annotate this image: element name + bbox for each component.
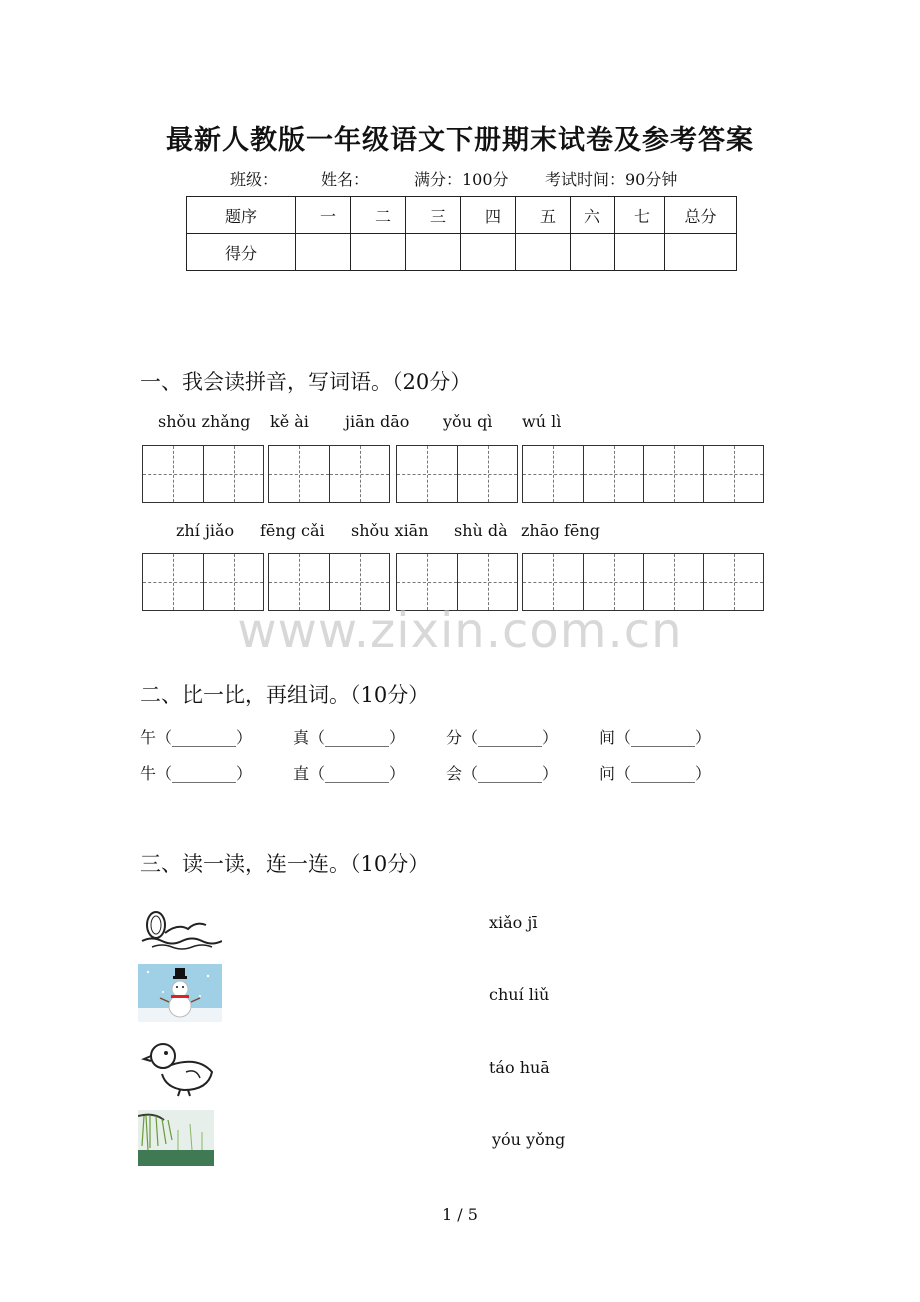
writing-cell[interactable]	[643, 446, 703, 502]
page-number: 1 / 5	[442, 1205, 478, 1224]
swimmer-drawing	[138, 898, 222, 958]
writing-cell[interactable]	[269, 554, 329, 610]
writing-cell[interactable]	[583, 554, 643, 610]
snowman-photo	[138, 964, 222, 1022]
writing-cell[interactable]	[329, 554, 389, 610]
pinyin-label: shǒu xiān	[351, 521, 429, 540]
word-item[interactable]: 真（________）	[293, 728, 406, 747]
willow-photo	[138, 1110, 214, 1166]
writing-grid[interactable]	[142, 445, 264, 503]
watermark: www.zixin.com.cn	[237, 603, 683, 659]
pinyin-label: fēng cǎi	[260, 521, 325, 540]
word-item[interactable]: 会（________）	[446, 764, 559, 783]
section3-heading: 三、读一读，连一连。（10分）	[140, 852, 430, 876]
score-cell[interactable]	[665, 234, 737, 271]
pinyin-label: kě ài	[270, 412, 309, 431]
pinyin-label: wú lì	[522, 412, 562, 431]
writing-cell[interactable]	[703, 446, 763, 502]
writing-grid[interactable]	[522, 445, 764, 503]
writing-cell[interactable]	[643, 554, 703, 610]
pinyin-answer[interactable]: chuí liǔ	[489, 985, 550, 1004]
writing-grid[interactable]	[268, 445, 390, 503]
writing-cell[interactable]	[397, 446, 457, 502]
score-cell[interactable]	[296, 234, 351, 271]
row-label: 得分	[187, 234, 296, 271]
writing-grid[interactable]	[396, 445, 518, 503]
header-cell: 七	[615, 197, 665, 234]
header-cell: 一	[296, 197, 351, 234]
word-item[interactable]: 间（________）	[599, 728, 712, 747]
word-item[interactable]: 分（________）	[446, 728, 559, 747]
chick-drawing	[138, 1038, 222, 1098]
pinyin-label: jiān dāo	[345, 412, 410, 431]
writing-cell[interactable]	[143, 554, 203, 610]
writing-cell[interactable]	[203, 446, 263, 502]
header-cell: 五	[516, 197, 571, 234]
header-cell: 四	[461, 197, 516, 234]
header-cell: 六	[571, 197, 615, 234]
section1-heading: 一、我会读拼音，写词语。（20分）	[140, 370, 472, 394]
pinyin-label: zhí jiǎo	[176, 521, 235, 540]
writing-cell[interactable]	[703, 554, 763, 610]
score-cell[interactable]	[571, 234, 615, 271]
class-label: 班级：	[230, 170, 279, 189]
score-cell[interactable]	[351, 234, 406, 271]
exam-time: 考试时间：90分钟	[545, 170, 678, 189]
header-cell: 三	[406, 197, 461, 234]
name-label: 姓名：	[321, 170, 370, 189]
word-item[interactable]: 午（________）	[140, 728, 253, 747]
writing-cell[interactable]	[329, 446, 389, 502]
word-item[interactable]: 问（________）	[599, 764, 712, 783]
header-cell: 总分	[665, 197, 737, 234]
section2-heading: 二、比一比，再组词。（10分）	[140, 683, 430, 707]
header-cell: 题序	[187, 197, 296, 234]
word-item[interactable]: 牛（________）	[140, 764, 253, 783]
pinyin-answer[interactable]: xiǎo jī	[489, 913, 538, 932]
pinyin-answer[interactable]: táo huā	[489, 1058, 550, 1077]
writing-cell[interactable]	[457, 554, 517, 610]
full-score: 满分：100分	[414, 170, 509, 189]
word-item[interactable]: 直（________）	[293, 764, 406, 783]
header-cell: 二	[351, 197, 406, 234]
pinyin-label: shǒu zhǎng	[158, 412, 251, 431]
writing-cell[interactable]	[143, 446, 203, 502]
writing-cell[interactable]	[269, 446, 329, 502]
writing-cell[interactable]	[203, 554, 263, 610]
score-cell[interactable]	[406, 234, 461, 271]
pinyin-label: yǒu qì	[443, 412, 493, 431]
pinyin-label: shù dà	[454, 521, 508, 540]
writing-cell[interactable]	[523, 446, 583, 502]
pinyin-answer[interactable]: yóu yǒng	[492, 1130, 566, 1149]
score-table-score-row	[187, 234, 737, 271]
score-cell[interactable]	[461, 234, 516, 271]
pinyin-label: zhāo fēng	[521, 521, 600, 540]
score-table-header-row	[187, 197, 737, 234]
writing-cell[interactable]	[397, 554, 457, 610]
writing-cell[interactable]	[523, 554, 583, 610]
score-table	[186, 196, 737, 271]
writing-cell[interactable]	[457, 446, 517, 502]
score-cell[interactable]	[615, 234, 665, 271]
writing-cell[interactable]	[583, 446, 643, 502]
page-title: 最新人教版一年级语文下册期末试卷及参考答案	[166, 125, 754, 156]
score-cell[interactable]	[516, 234, 571, 271]
